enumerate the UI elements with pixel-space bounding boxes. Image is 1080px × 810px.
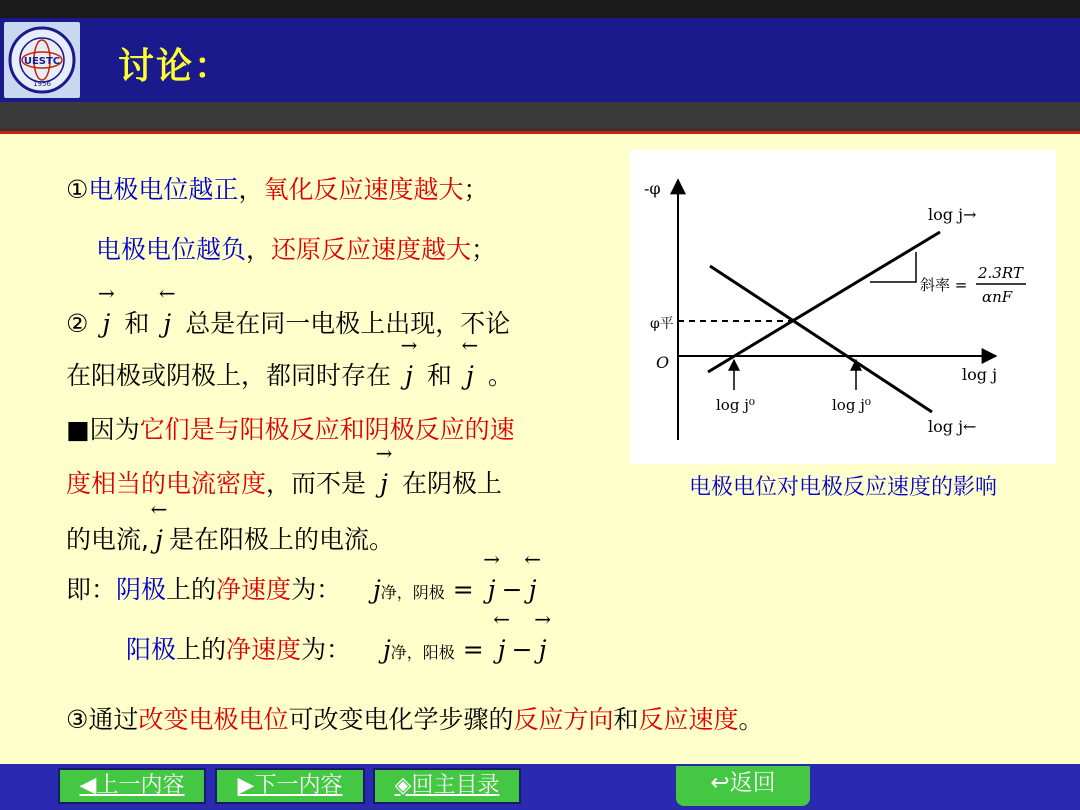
- point-2: ② → j 和 ← j 总是在同一电极上出现，不论: [66, 281, 511, 338]
- point-1b: 电极电位越负，还原反应速度越大；: [96, 235, 497, 264]
- home-button[interactable]: ◈回主目录: [373, 768, 521, 804]
- point-note-b: 度相当的电流密度，而不是 → j 在阴极上: [66, 441, 502, 498]
- slope-label: 斜率 =: [920, 276, 968, 294]
- point-note: ■因为它们是与阳极反应和阴极反应的速: [66, 415, 515, 444]
- anodic-line: [708, 232, 940, 372]
- j0-label-a: log j⁰: [716, 396, 755, 414]
- cathode-formula: j净，阴极 = → j − ← j: [373, 547, 541, 604]
- slope-den: αnF: [982, 288, 1013, 306]
- slide-header: [0, 18, 1080, 102]
- anodic-line-label: log j→: [928, 205, 977, 224]
- y-axis-label: -φ: [644, 179, 661, 198]
- anode-formula: j净，阳极 = ← j − → j: [383, 607, 551, 664]
- cathodic-line: [710, 266, 932, 412]
- cathodic-line-label: log j←: [928, 417, 977, 436]
- point-1: ①电极电位越正，氧化反应速度越大；: [66, 175, 489, 204]
- cathode-net-rate: 即：阴极上的净速度为： j净，阴极 = → j − ← j: [66, 547, 541, 604]
- prev-button[interactable]: ◀上一内容: [58, 768, 206, 804]
- point-note-c: 的电流, ← j 是在阳极上的电流。: [66, 497, 394, 554]
- divider-red: [0, 131, 1080, 134]
- figure-caption: 电极电位对电极反应速度的影响: [688, 475, 997, 500]
- anode-net-rate: 阳极上的净速度为： j净，阳极 = ← j − → j: [126, 607, 551, 664]
- top-strip: [0, 0, 1080, 18]
- polarization-figure: [630, 150, 1056, 464]
- logo-text: UESTC: [23, 56, 61, 67]
- slope-triangle: [870, 252, 916, 282]
- j0-label-b: log j⁰: [832, 396, 871, 414]
- back-button[interactable]: ↩返回: [676, 766, 810, 806]
- university-logo: [4, 22, 80, 98]
- point-2b: 在阳极或阴极上，都同时存在 → j 和 ← j 。: [66, 333, 513, 390]
- logo-year: 1956: [33, 80, 51, 88]
- equilibrium-label: φ平: [650, 316, 674, 332]
- slide-title: 讨论：: [118, 46, 233, 87]
- j-backward: ← j: [158, 281, 176, 338]
- origin-label: O: [656, 353, 670, 372]
- j-forward: → j: [97, 281, 115, 338]
- header-band: [0, 102, 1080, 128]
- x-axis-label: log j: [962, 365, 998, 384]
- slope-num: 2.3RT: [978, 264, 1023, 282]
- point-3: ③通过改变电极电位可改变电化学步骤的反应方向和反应速度。: [66, 705, 764, 734]
- next-button[interactable]: ▶下一内容: [215, 768, 365, 804]
